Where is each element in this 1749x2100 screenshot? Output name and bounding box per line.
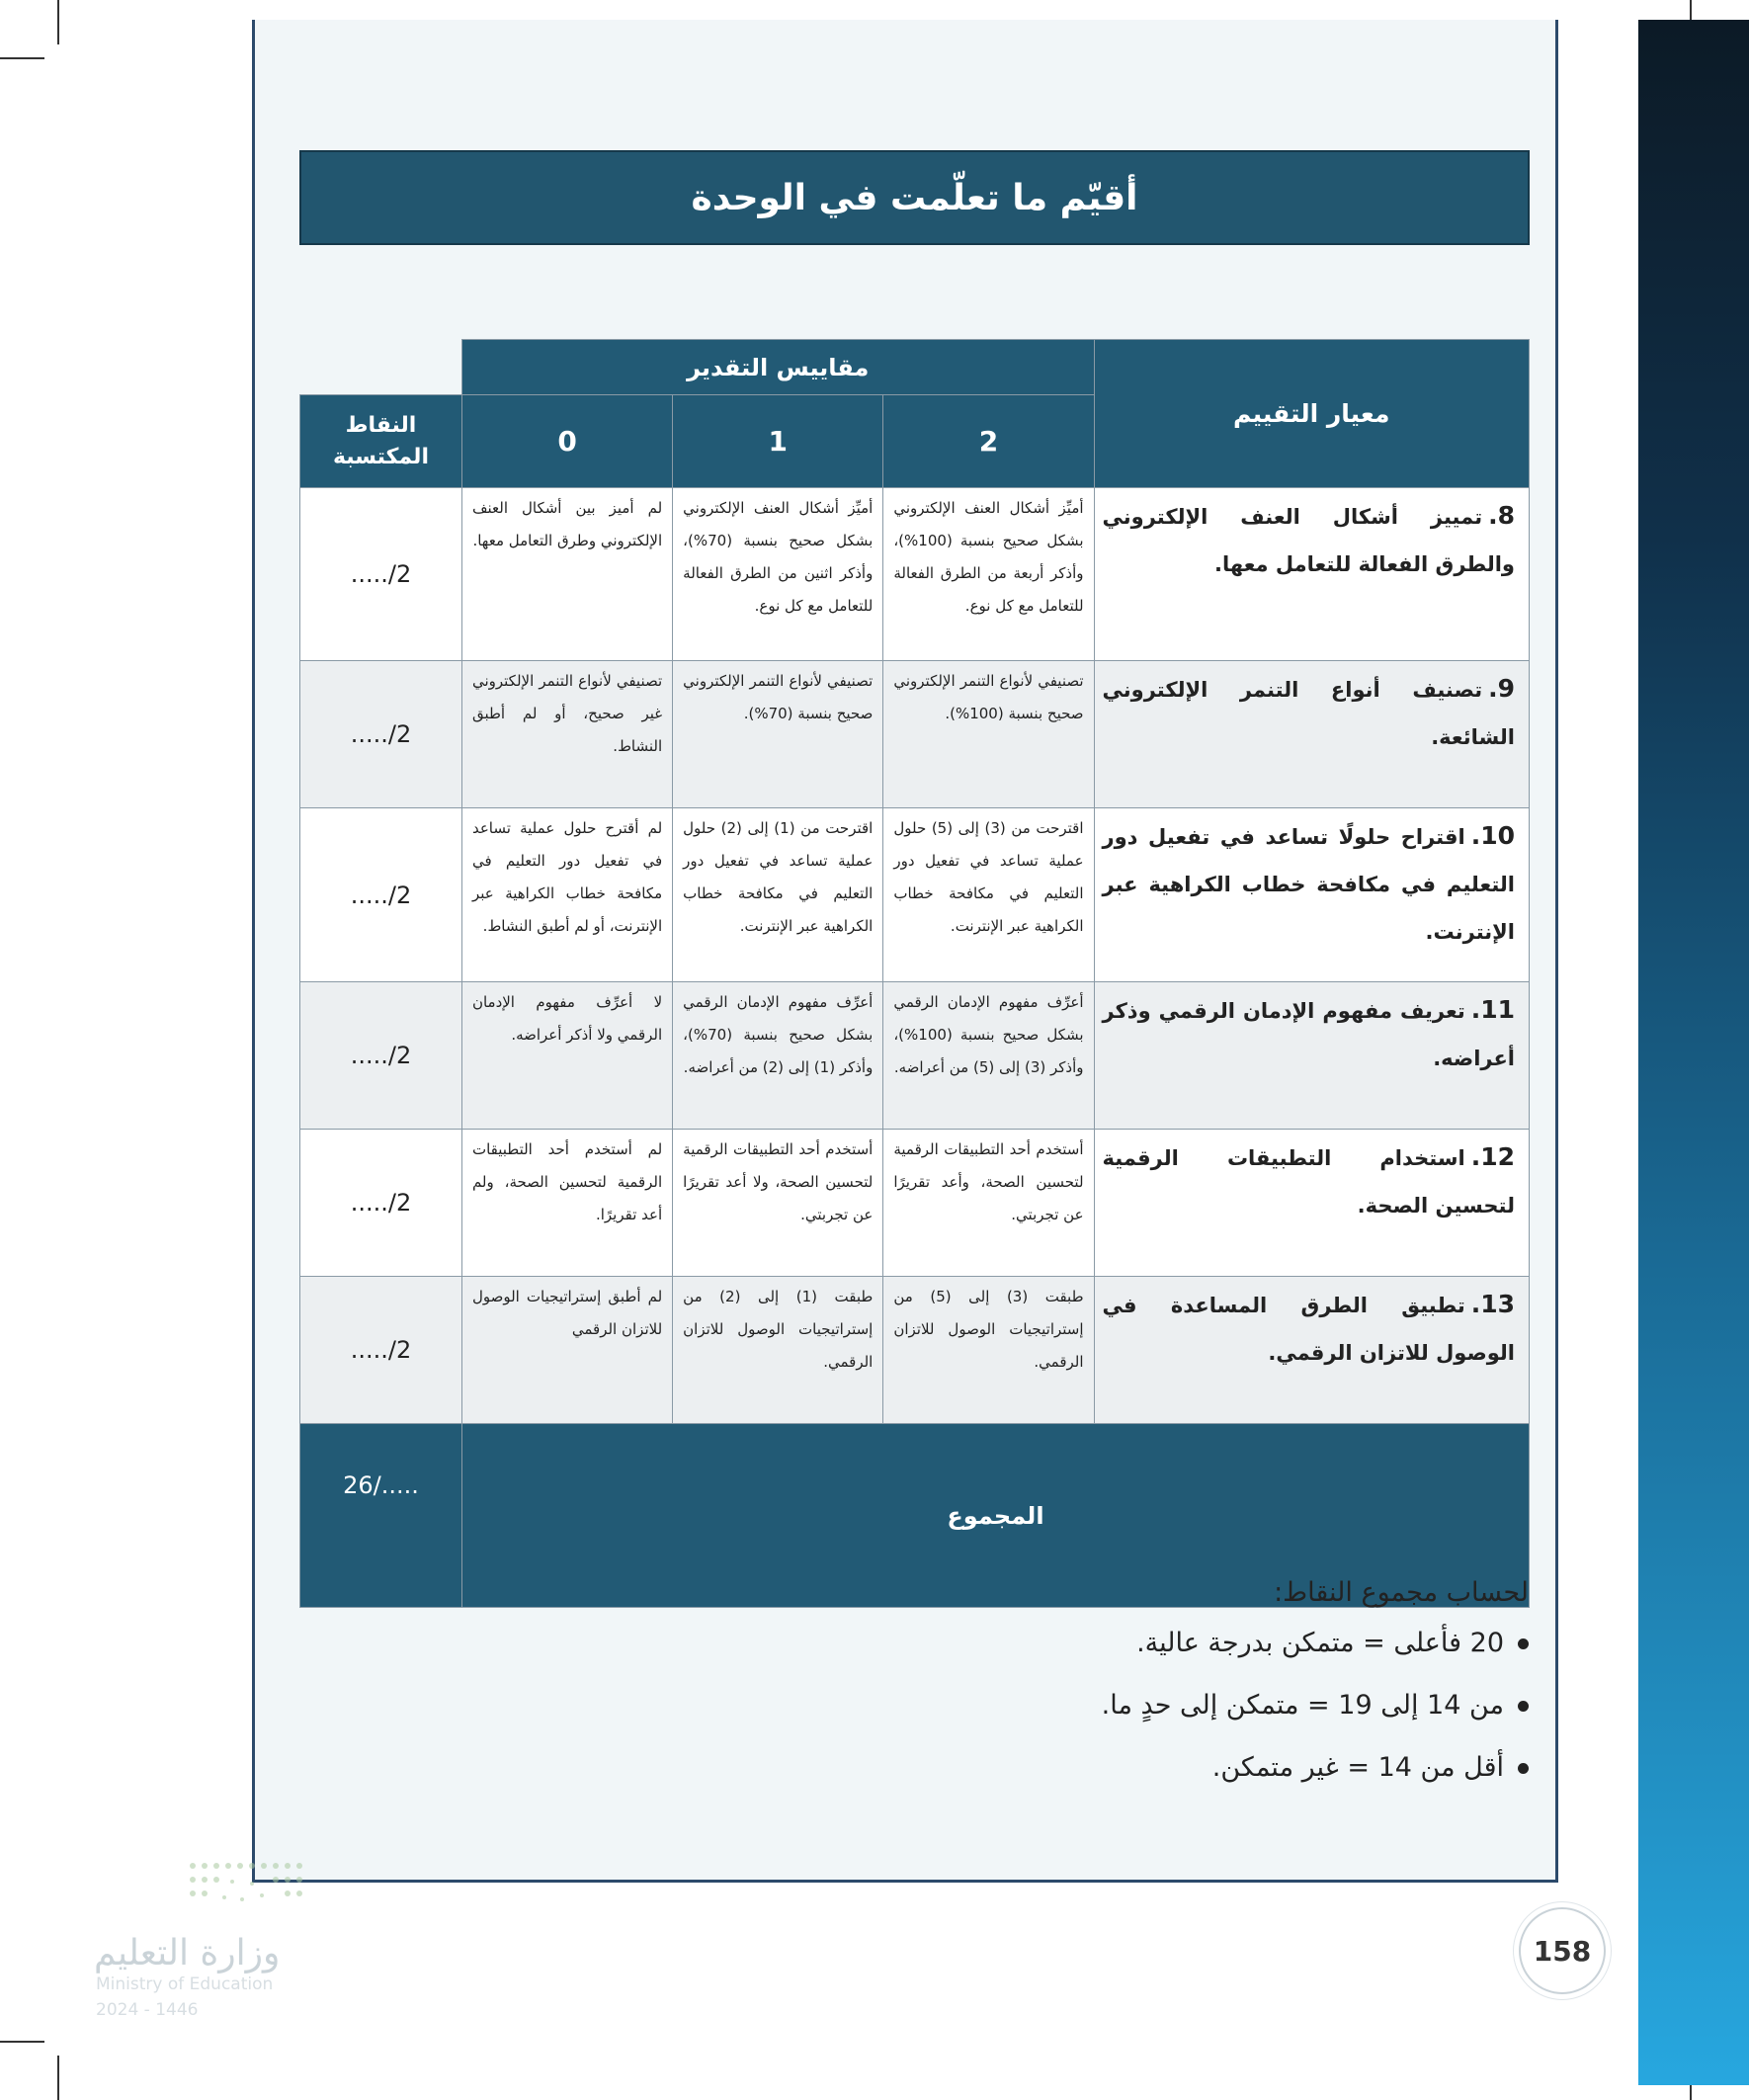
logo-year: 2024 - 1446 bbox=[96, 2000, 199, 2020]
page-title: أقيّم ما تعلّمت في الوحدة bbox=[691, 177, 1138, 218]
header-spacer bbox=[300, 340, 462, 395]
criterion-cell bbox=[1094, 488, 1529, 661]
header-points: النقاط المكتسبة bbox=[300, 395, 462, 488]
criterion-cell bbox=[1094, 661, 1529, 808]
criterion-number: 13. bbox=[1470, 1290, 1515, 1318]
side-decoration-bar bbox=[1638, 20, 1749, 2085]
note-text: 20 فأعلى = متمكن بدرجة عالية. bbox=[1136, 1628, 1504, 1658]
bullet-icon bbox=[1518, 1638, 1529, 1649]
criterion-cell bbox=[1094, 808, 1529, 982]
score-2-cell: اقترحت من (3) إلى (5) حلول عملية تساعد في تفعيل دور التعليم في مكافحة خطاب الكراهية عبر الإنترنت. bbox=[883, 808, 1094, 982]
score-2-cell: طبقت (3) إلى (5) من إستراتيجيات الوصول للاتزان الرقمي. bbox=[883, 1277, 1094, 1424]
page-number: 158 bbox=[1519, 1907, 1606, 1994]
logo-english: Ministry of Education bbox=[96, 1974, 274, 1994]
points-cell: ...../2 bbox=[300, 488, 462, 661]
table-row bbox=[300, 982, 1530, 1130]
criterion-number: 8. bbox=[1488, 501, 1515, 530]
criterion-text: تطبيق الطرق المساعدة في الوصول للاتزان الرقمي. bbox=[1102, 1294, 1515, 1365]
criterion-number: 11. bbox=[1470, 995, 1515, 1024]
points-cell: ...../2 bbox=[300, 808, 462, 982]
list-item bbox=[639, 1626, 1529, 1661]
list-item bbox=[639, 1750, 1529, 1786]
rubric-table bbox=[299, 339, 1530, 1608]
score-0-cell: لم أميز بين أشكال العنف الإلكتروني وطرق التعامل معها. bbox=[461, 488, 672, 661]
score-1-cell: طبقت (1) إلى (2) من إستراتيجيات الوصول للاتزان الرقمي. bbox=[673, 1277, 883, 1424]
score-0-cell: تصنيفي لأنواع التنمر الإلكتروني غير صحيح، أو لم أطبق النشاط. bbox=[461, 661, 672, 808]
total-label: المجموع bbox=[461, 1424, 1529, 1608]
score-0-cell: لا أعرِّف مفهوم الإدمان الرقمي ولا أذكر أعراضه. bbox=[461, 982, 672, 1130]
score-2-cell: أستخدم أحد التطبيقات الرقمية لتحسين الصحة، وأعد تقريرًا عن تجربتي. bbox=[883, 1130, 1094, 1277]
table-row bbox=[300, 1277, 1530, 1424]
criterion-text: استخدام التطبيقات الرقمية لتحسين الصحة. bbox=[1102, 1146, 1515, 1218]
table-row bbox=[300, 808, 1530, 982]
header-scales: مقاييس التقدير bbox=[461, 340, 1094, 395]
score-1-cell: أميِّز أشكال العنف الإلكتروني بشكل صحيح بنسبة (70%)، وأذكر اثنين من الطرق الفعالة للتعامل مع كل نوع. bbox=[673, 488, 883, 661]
criterion-text: تمييز أشكال العنف الإلكتروني والطرق الفعالة للتعامل معها. bbox=[1102, 505, 1515, 576]
score-2-cell: أعرِّف مفهوم الإدمان الرقمي بشكل صحيح بنسبة (100%)، وأذكر (3) إلى (5) من أعراضه. bbox=[883, 982, 1094, 1130]
score-0-cell: لم أقترح حلول عملية تساعد في تفعيل دور التعليم في مكافحة خطاب الكراهية عبر الإنترنت، أو لم أطبق النشاط. bbox=[461, 808, 672, 982]
criterion-number: 10. bbox=[1470, 821, 1515, 850]
list-item bbox=[639, 1688, 1529, 1723]
score-0-cell: لم أستخدم أحد التطبيقات الرقمية لتحسين الصحة، ولم أعد تقريرًا. bbox=[461, 1130, 672, 1277]
criterion-cell bbox=[1094, 1130, 1529, 1277]
table-row bbox=[300, 661, 1530, 808]
header-score-2: 2 bbox=[883, 395, 1094, 488]
points-cell: ...../2 bbox=[300, 982, 462, 1130]
title-banner bbox=[299, 150, 1530, 245]
table-row bbox=[300, 488, 1530, 661]
score-1-cell: تصنيفي لأنواع التنمر الإلكتروني صحيح بنسبة (70%). bbox=[673, 661, 883, 808]
crop-mark bbox=[57, 2056, 59, 2100]
score-1-cell: اقترحت من (1) إلى (2) حلول عملية تساعد في تفعيل دور التعليم في مكافحة خطاب الكراهية عبر الإنترنت. bbox=[673, 808, 883, 982]
score-2-cell: أميِّز أشكال العنف الإلكتروني بشكل صحيح بنسبة (100%)، وأذكر أربعة من الطرق الفعالة للتعامل مع كل نوع. bbox=[883, 488, 1094, 661]
note-text: أقل من 14 = غير متمكن. bbox=[1211, 1752, 1504, 1783]
points-cell: ...../2 bbox=[300, 1277, 462, 1424]
table-row bbox=[300, 1130, 1530, 1277]
criterion-text: تعريف مفهوم الإدمان الرقمي وذكر أعراضه. bbox=[1102, 999, 1515, 1070]
logo-arabic: وزارة التعليم bbox=[94, 1933, 281, 1974]
bullet-icon bbox=[1518, 1763, 1529, 1774]
bullet-icon bbox=[1518, 1701, 1529, 1712]
scoring-notes bbox=[639, 1577, 1529, 1812]
crop-mark bbox=[0, 2041, 44, 2043]
criterion-cell bbox=[1094, 1277, 1529, 1424]
criterion-number: 12. bbox=[1470, 1142, 1515, 1171]
header-criterion: معيار التقييم bbox=[1094, 340, 1529, 488]
notes-intro: لحساب مجموع النقاط: bbox=[1274, 1577, 1529, 1608]
notes-list bbox=[639, 1626, 1529, 1786]
score-0-cell: لم أطبق إستراتيجيات الوصول للاتزان الرقمي bbox=[461, 1277, 672, 1424]
score-1-cell: أستخدم أحد التطبيقات الرقمية لتحسين الصحة، ولا أعد تقريرًا عن تجربتي. bbox=[673, 1130, 883, 1277]
criterion-number: 9. bbox=[1488, 674, 1515, 703]
total-value: ...../26 bbox=[300, 1424, 462, 1608]
score-1-cell: أعرِّف مفهوم الإدمان الرقمي بشكل صحيح بنسبة (70%)، وأذكر (1) إلى (2) من أعراضه. bbox=[673, 982, 883, 1130]
ministry-logo bbox=[94, 1856, 301, 2034]
criterion-text: اقتراح حلولًا تساعد في تفعيل دور التعليم في مكافحة خطاب الكراهية عبر الإنترنت. bbox=[1102, 825, 1515, 944]
crop-mark bbox=[57, 0, 59, 44]
crop-mark bbox=[0, 57, 44, 59]
points-cell: ...../2 bbox=[300, 1130, 462, 1277]
score-2-cell: تصنيفي لأنواع التنمر الإلكتروني صحيح بنسبة (100%). bbox=[883, 661, 1094, 808]
header-score-1: 1 bbox=[673, 395, 883, 488]
criterion-text: تصنيف أنواع التنمر الإلكتروني الشائعة. bbox=[1102, 678, 1515, 749]
logo-dots-icon bbox=[183, 1856, 361, 1925]
points-cell: ...../2 bbox=[300, 661, 462, 808]
note-text: من 14 إلى 19 = متمكن إلى حدٍ ما. bbox=[1101, 1690, 1504, 1721]
header-score-0: 0 bbox=[461, 395, 672, 488]
criterion-cell bbox=[1094, 982, 1529, 1130]
